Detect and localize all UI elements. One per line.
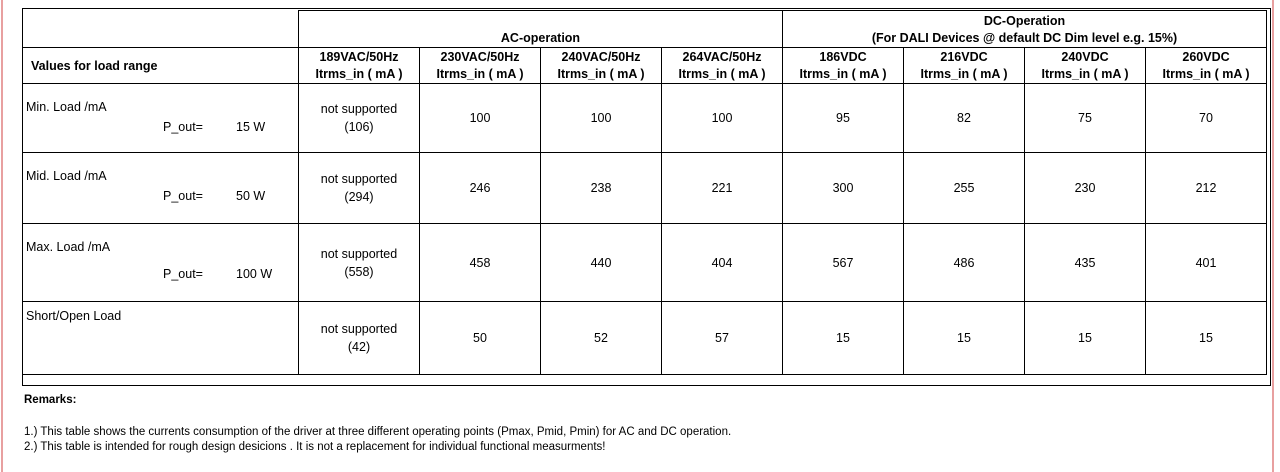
value-cell: 404 — [662, 224, 783, 302]
sheet-edge-left — [1, 0, 3, 472]
row-label: Min. Load /mA — [26, 100, 107, 114]
pout-value: 50 W — [236, 189, 266, 203]
row-label: Mid. Load /mA — [26, 169, 107, 183]
dc-operation-title: DC-Operation — [983, 14, 1066, 28]
value-cell: 238 — [541, 153, 662, 224]
value-cell: 57 — [662, 302, 783, 375]
value-cell: 246 — [420, 153, 541, 224]
remarks-title: Remarks: — [24, 394, 77, 406]
value-cell: 221 — [662, 153, 783, 224]
value-cell: 255 — [904, 153, 1025, 224]
col-header: 230VAC/50Hz Itrms_in ( mA ) — [420, 48, 541, 84]
value-cell: 15 — [904, 302, 1025, 375]
pout-label: P_out= — [163, 120, 203, 134]
value-cell: 52 — [541, 302, 662, 375]
value-cell: 458 — [420, 224, 541, 302]
col-header: 240VDC Itrms_in ( mA ) — [1025, 48, 1146, 84]
ac-operation-header: AC-operation — [299, 11, 783, 48]
value-cell: 230 — [1025, 153, 1146, 224]
value-cell: 567 — [783, 224, 904, 302]
col-header: 240VAC/50Hz Itrms_in ( mA ) — [541, 48, 662, 84]
col-header: 216VDC Itrms_in ( mA ) — [904, 48, 1025, 84]
row-label: Max. Load /mA — [26, 240, 111, 254]
not-supported-cell: not supported (42) — [299, 302, 420, 375]
pout-label: P_out= — [163, 267, 203, 281]
remark-line: 2.) This table is intended for rough design desicions . It is not a replacement for individual functional measurments! — [24, 441, 606, 453]
value-cell: 70 — [1146, 84, 1267, 153]
sheet-edge-right — [1272, 0, 1274, 472]
value-cell: 95 — [783, 84, 904, 153]
value-cell: 50 — [420, 302, 541, 375]
value-cell: 100 — [662, 84, 783, 153]
value-cell: 486 — [904, 224, 1025, 302]
remarks-section — [24, 393, 731, 456]
not-supported-cell: not supported (294) — [299, 153, 420, 224]
remark-line: 1.) This table shows the currents consumption of the driver at three different operating points (Pmax, Pmid, Pmin) for AC and DC operation. — [24, 425, 732, 438]
value-cell: 212 — [1146, 153, 1267, 224]
col-header: 186VDC Itrms_in ( mA ) — [783, 48, 904, 84]
value-cell: 300 — [783, 153, 904, 224]
not-supported-cell: not supported (106) — [299, 84, 420, 153]
col-header: 260VDC Itrms_in ( mA ) — [1146, 48, 1267, 84]
value-cell: 100 — [420, 84, 541, 153]
value-cell: 440 — [541, 224, 662, 302]
value-cell: 15 — [1146, 302, 1267, 375]
table-frame — [22, 8, 1271, 386]
value-cell: 15 — [783, 302, 904, 375]
value-cell: 435 — [1025, 224, 1146, 302]
row-label: Short/Open Load — [26, 309, 122, 323]
pout-value: 100 W — [236, 267, 273, 281]
value-cell: 82 — [904, 84, 1025, 153]
value-cell: 100 — [541, 84, 662, 153]
dc-operation-subtitle: (For DALI Devices @ default DC Dim level e.g. 15%) — [871, 31, 1178, 45]
pout-value: 15 W — [236, 120, 266, 134]
row-label-header: Values for load range — [23, 48, 299, 84]
col-header: 264VAC/50Hz Itrms_in ( mA ) — [662, 48, 783, 84]
value-cell: 15 — [1025, 302, 1146, 375]
pout-label: P_out= — [163, 189, 203, 203]
not-supported-cell: not supported (558) — [299, 224, 420, 302]
col-header: 189VAC/50Hz Itrms_in ( mA ) — [299, 48, 420, 84]
value-cell: 401 — [1146, 224, 1267, 302]
value-cell: 75 — [1025, 84, 1146, 153]
